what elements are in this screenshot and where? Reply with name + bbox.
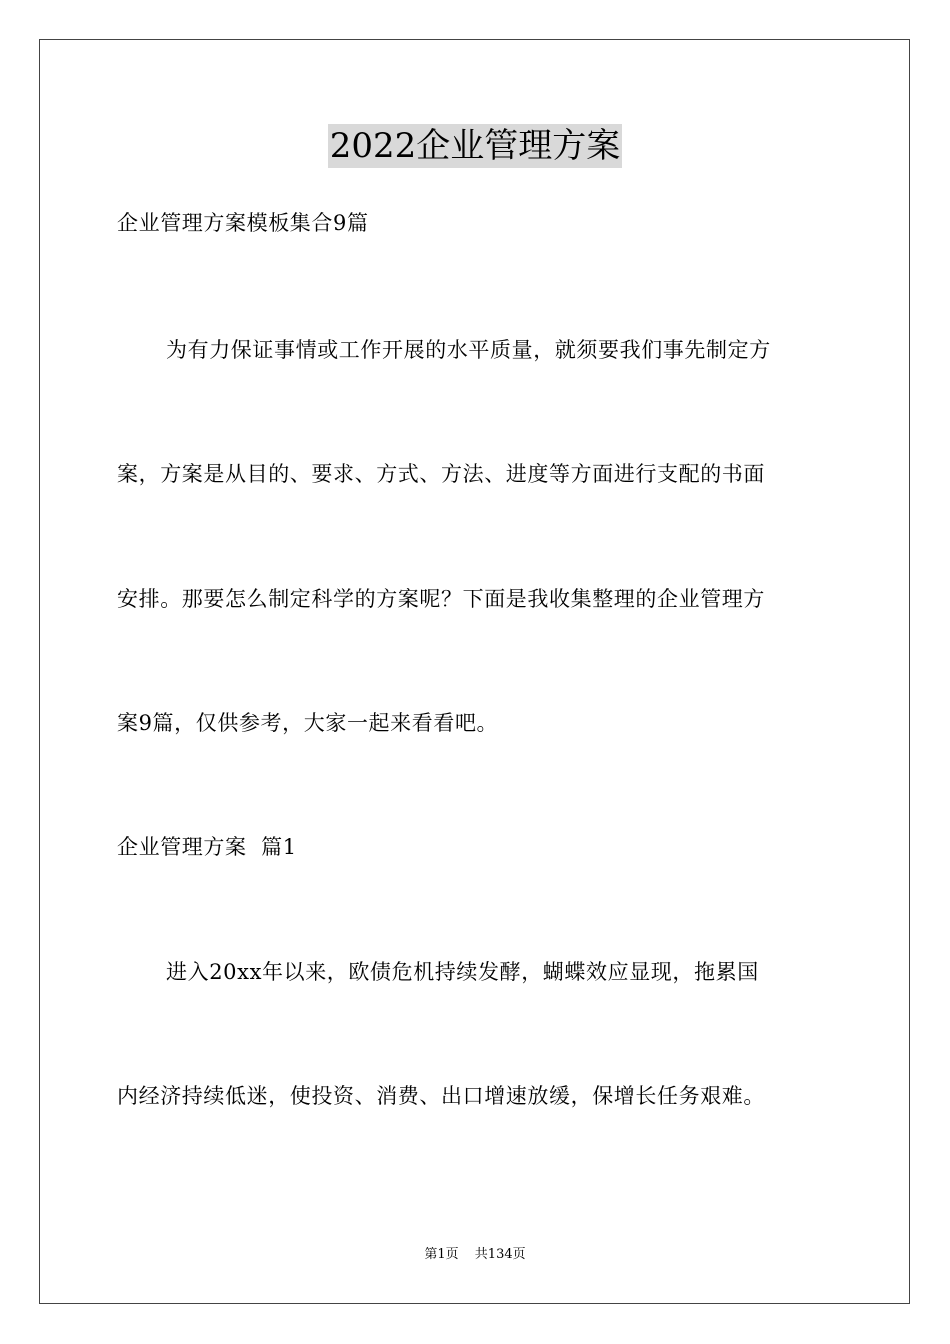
paragraph-line: 案9篇，仅供参考，大家一起来看看吧。 — [117, 711, 499, 735]
paragraph-line: 安排。那要怎么制定科学的方案呢？下面是我收集整理的企业管理方 — [117, 587, 765, 611]
section-line: 进入20xx年以来，欧债危机持续发酵，蝴蝶效应显现，拖累国 — [166, 960, 759, 984]
paragraph-line: 为有力保证事情或工作开展的水平质量，就须要我们事先制定方 — [166, 338, 771, 362]
paragraph-line: 案，方案是从目的、要求、方式、方法、进度等方面进行支配的书面 — [117, 462, 765, 486]
section-line: 内经济持续低迷，使投资、消费、出口增速放缓，保增长任务艰难。 — [117, 1084, 765, 1108]
section-heading: 企业管理方案 篇1 — [117, 835, 297, 859]
document-subtitle: 企业管理方案模板集合9篇 — [117, 211, 369, 235]
page-number-current: 第1页 — [424, 1247, 459, 1262]
page-number-total: 共134页 — [474, 1247, 526, 1262]
document-title: 2022企业管理方案 — [329, 126, 621, 166]
title-container — [0, 124, 950, 168]
page-footer — [0, 1246, 950, 1264]
